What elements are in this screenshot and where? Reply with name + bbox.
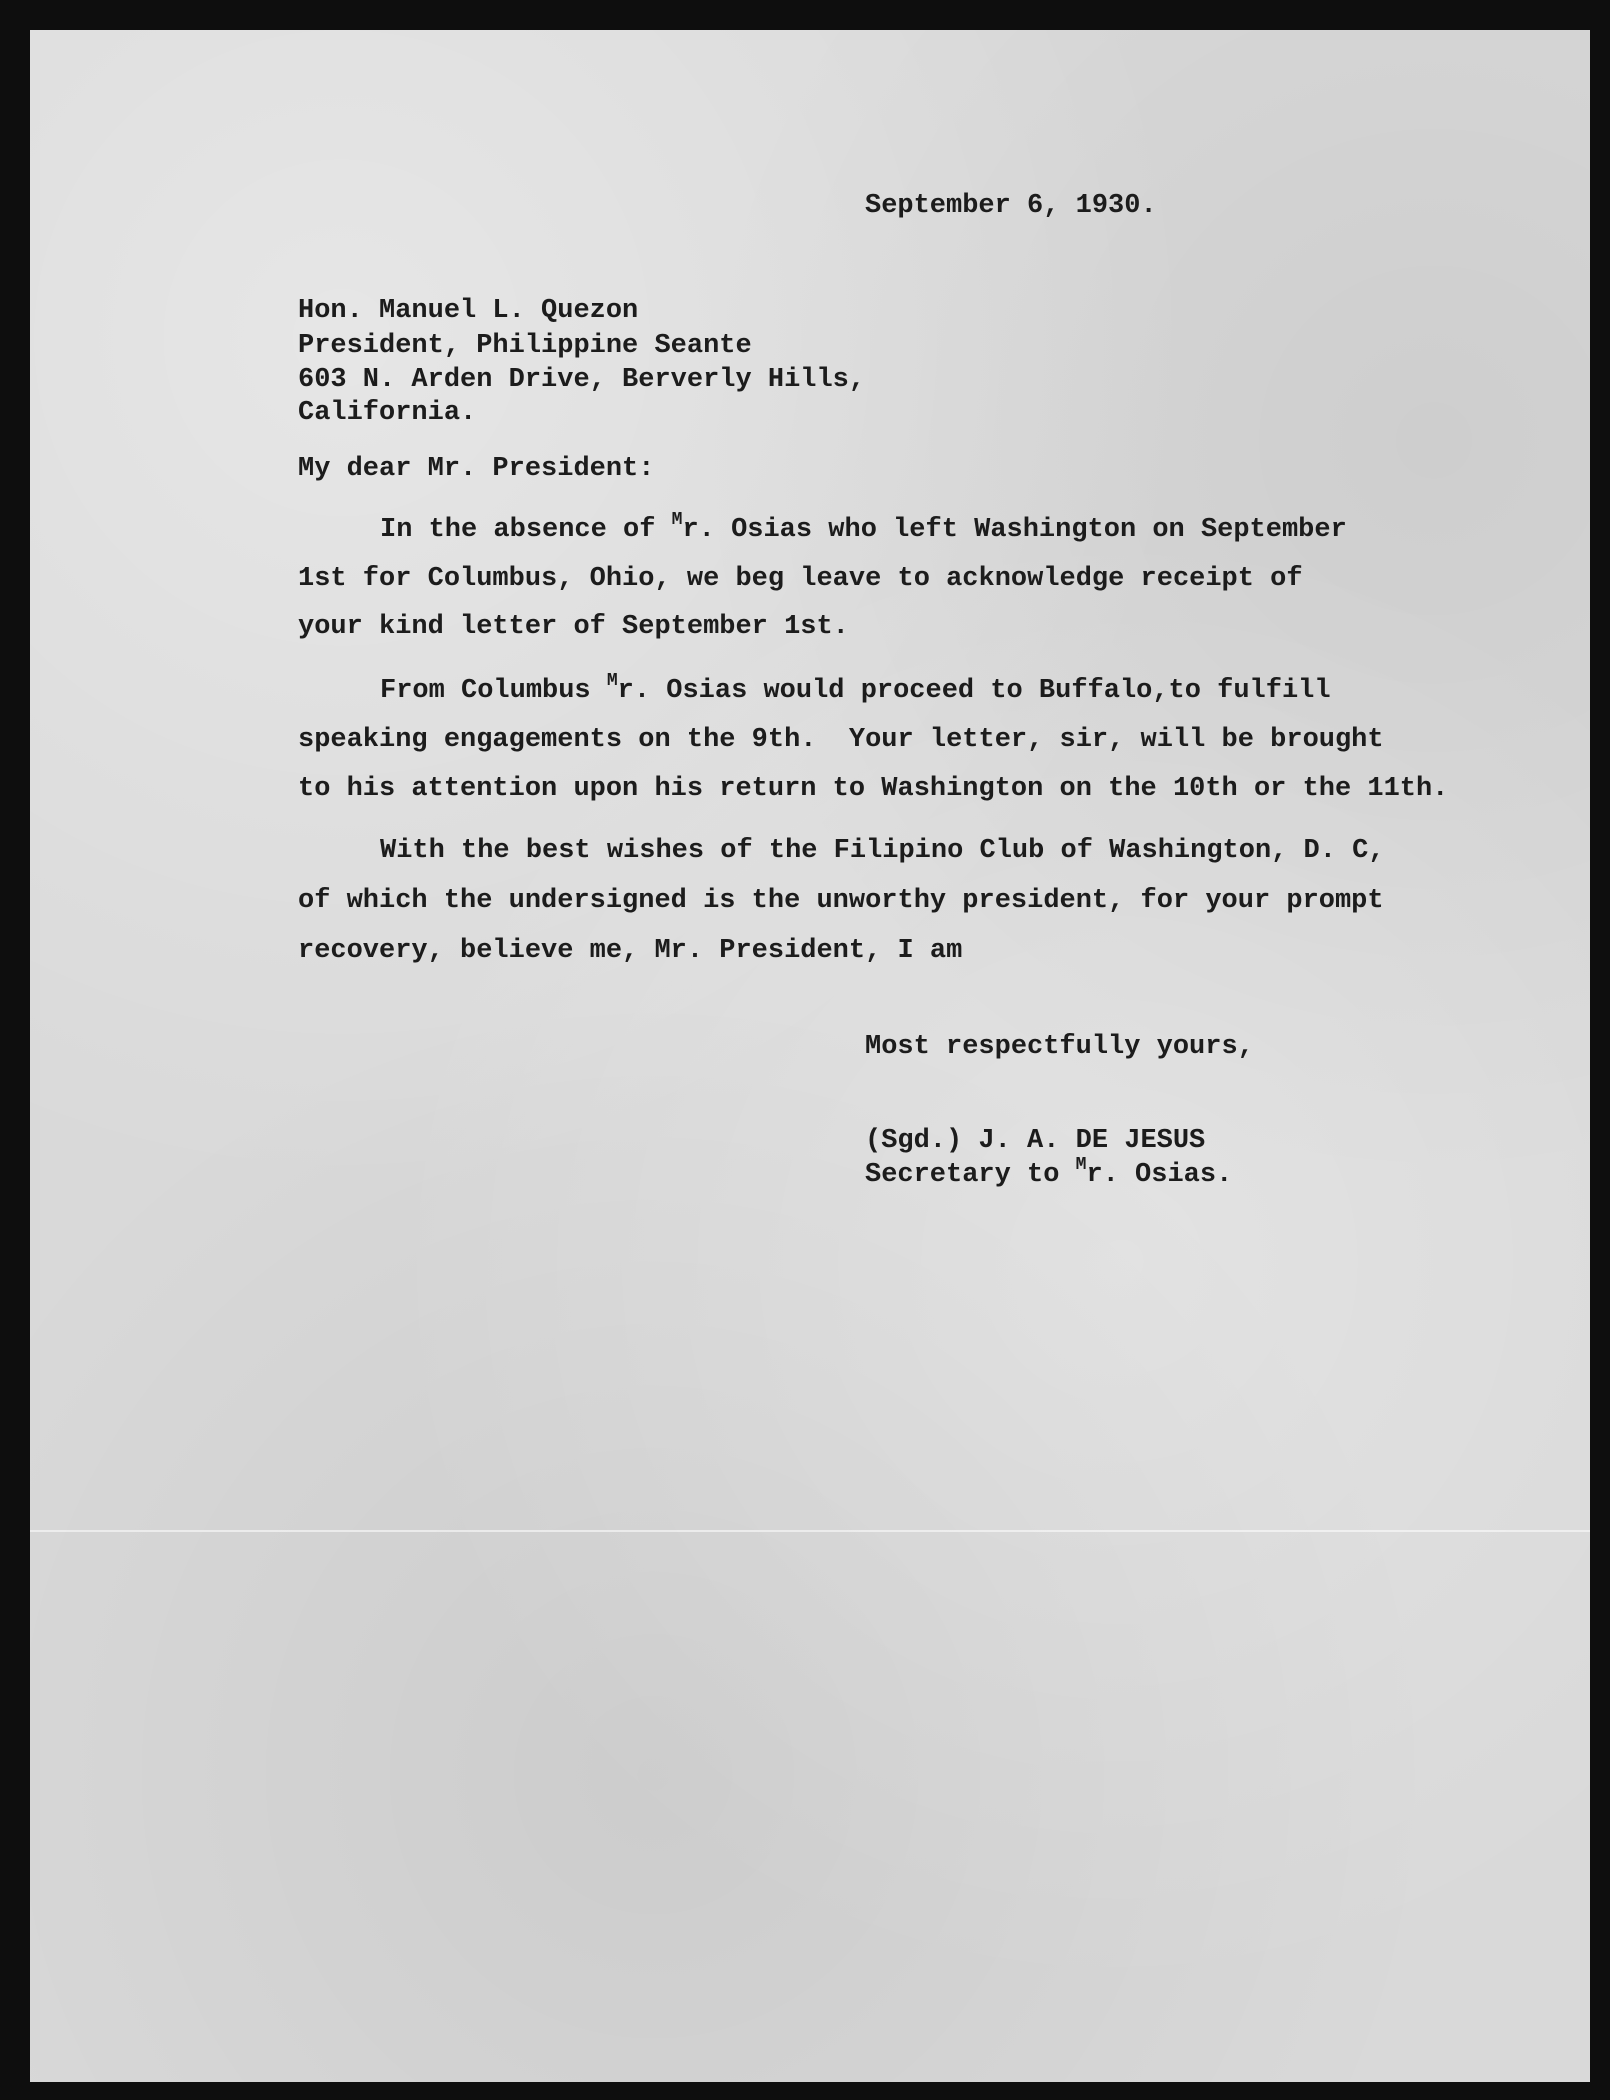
paragraph-2-line-3: to his attention upon his return to Washington on the 10th or the 11th. bbox=[298, 774, 1449, 804]
text-span: r. Osias would proceed to Buffalo,to fulfill bbox=[617, 676, 1331, 706]
paragraph-1-line-3: your kind letter of September 1st. bbox=[298, 612, 849, 642]
recipient-title: President, Philippine Seante bbox=[298, 331, 752, 361]
closing: Most respectfully yours, bbox=[865, 1032, 1254, 1062]
paragraph-3-line-3: recovery, believe me, Mr. President, I am bbox=[298, 936, 963, 966]
paragraph-1-line-1 bbox=[380, 510, 1347, 545]
text-span: In the absence of bbox=[380, 515, 672, 545]
superscript-m: M bbox=[606, 671, 618, 691]
signature-name: (Sgd.) J. A. DE JESUS bbox=[865, 1126, 1206, 1156]
text-span: Secretary to bbox=[865, 1160, 1076, 1190]
salutation: My dear Mr. President: bbox=[298, 454, 655, 484]
text-span: r. Osias. bbox=[1086, 1160, 1233, 1190]
paragraph-1-line-2: 1st for Columbus, Ohio, we beg leave to acknowledge receipt of bbox=[298, 564, 1303, 594]
paragraph-2-line-2: speaking engagements on the 9th. Your letter, sir, will be brought bbox=[298, 725, 1384, 755]
paragraph-3-line-2: of which the undersigned is the unworthy president, for your prompt bbox=[298, 886, 1384, 916]
paragraph-3-line-1: With the best wishes of the Filipino Club of Washington, D. C, bbox=[380, 836, 1385, 866]
recipient-street: 603 N. Arden Drive, Berverly Hills, bbox=[298, 365, 866, 395]
superscript-m: M bbox=[671, 510, 683, 530]
recipient-state: California. bbox=[298, 398, 477, 428]
signature-title bbox=[865, 1155, 1233, 1190]
paragraph-2-line-1 bbox=[380, 671, 1331, 706]
superscript-m: M bbox=[1075, 1155, 1087, 1175]
paper-fold-line bbox=[30, 1530, 1590, 1532]
letter-date: September 6, 1930. bbox=[865, 191, 1157, 221]
text-span: From Columbus bbox=[380, 676, 607, 706]
recipient-name: Hon. Manuel L. Quezon bbox=[298, 296, 639, 326]
text-span: r. Osias who left Washington on September bbox=[682, 515, 1347, 545]
letter-page bbox=[30, 30, 1590, 2082]
